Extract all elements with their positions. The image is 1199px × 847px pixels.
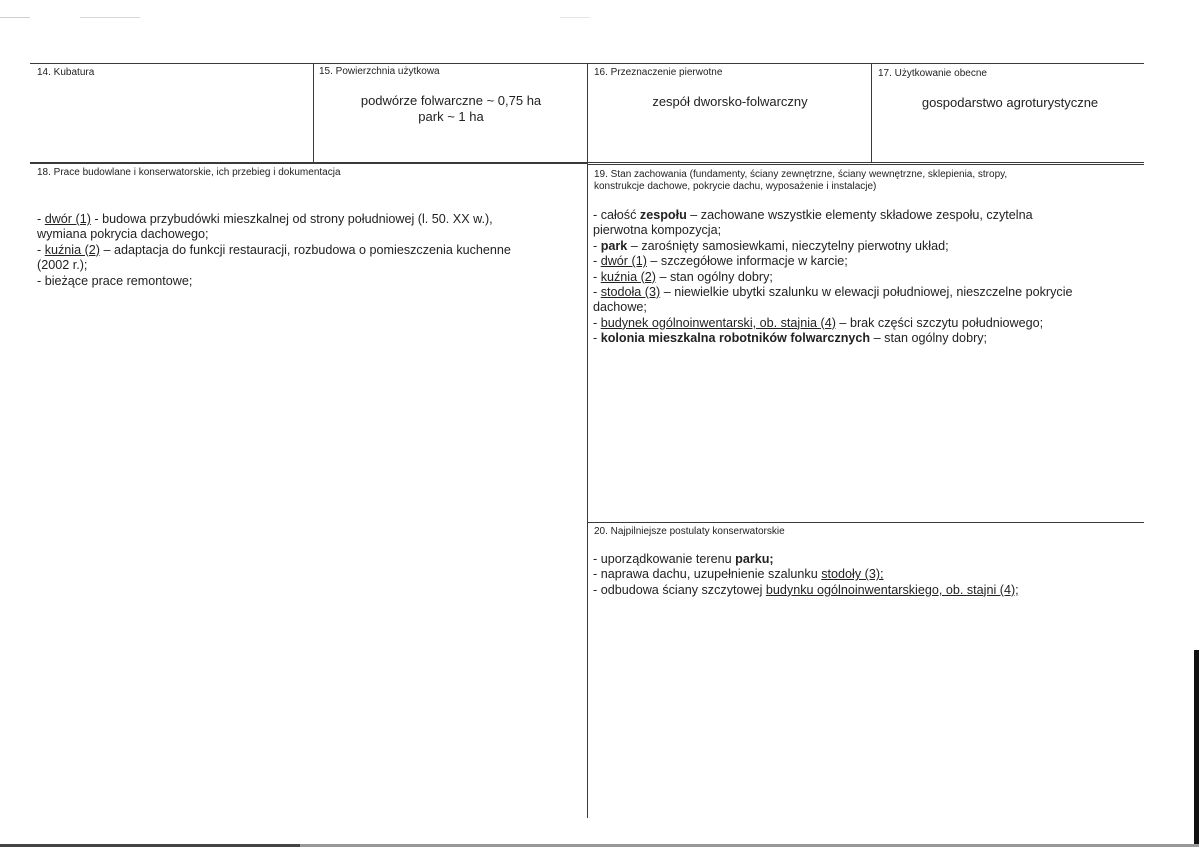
s18-l3-ref-kuznia: kuźnia (2) (44, 242, 100, 257)
s20-l1-bold-parku: parku; (735, 552, 774, 566)
s18-l1-ref-dwor: dwór (1) (44, 212, 91, 226)
section20-top-rule (588, 522, 1144, 523)
s19-l8-ref-budynek: budynek ogólnoinwentarski, ob. stajnia (4) (600, 315, 836, 330)
s19-line-9 (593, 331, 1141, 346)
s19-l8-text: – brak części szczytu południowego; (835, 315, 1044, 330)
divider-16-17 (871, 63, 872, 163)
field-15-value-line2: park ~ 1 ha (418, 109, 484, 124)
section18-top-rule (30, 163, 588, 164)
scan-artifact-top (0, 17, 1190, 18)
s20-l3-ref-budynku: budynku ogólnoinwentarskiego, ob. stajni (4); (765, 582, 1019, 597)
s19-line-4 (593, 254, 1141, 269)
section-19-label-line2: konstrukcje dachowe, pokrycie dachu, wyposażenie i instalacje) (594, 181, 877, 192)
s19-l1-prefix: - całość (593, 208, 640, 222)
s18-line-1 (37, 212, 582, 227)
s19-l4-ref-dwor: dwór (1) (600, 254, 647, 269)
s19-line-2: pierwotna kompozycja; (593, 223, 722, 238)
s19-l9-text: – stan ogólny dobry; (870, 331, 988, 346)
s20-l2-text: - naprawa dachu, uzupełnienie szalunku (593, 567, 822, 582)
field-16-label: 16. Przeznaczenie pierwotne (594, 67, 723, 78)
main-column-divider (587, 163, 588, 818)
section-18-content (37, 212, 582, 289)
s19-l3-bold-park: park (600, 238, 628, 253)
s20-l2-ref-stodoly: stodoły (3); (821, 567, 884, 582)
s19-l1-bold-zespolu: zespołu (639, 208, 687, 222)
section19-top-rule (588, 164, 1144, 165)
s19-l1-text: – zachowane wszystkie elementy składowe zespołu, czytelna (686, 208, 1033, 222)
s18-l3-prefix: - (37, 242, 45, 257)
s18-l1-text: - budowa przybudówki mieszkalnej od strony południowej (l. 50. XX w.), (90, 212, 493, 226)
s18-line-3 (37, 243, 582, 258)
s19-l8-prefix: - (593, 315, 601, 330)
s19-line-1 (593, 208, 1141, 223)
section-19-content (593, 208, 1141, 347)
s19-line-8 (593, 316, 1141, 331)
s18-line-5: - bieżące prace remontowe; (37, 273, 193, 288)
s20-line-2 (593, 567, 1141, 582)
field-16-value: zespół dworsko-folwarczny (652, 94, 808, 109)
section-19-label (594, 169, 1139, 193)
s19-l4-prefix: - (593, 254, 601, 269)
section-20-label: 20. Najpilniejsze postulaty konserwatorskie (594, 526, 785, 537)
section-19-label-line1: 19. Stan zachowania (fundamenty, ściany zewnętrzne, ściany wewnętrzne, sklepienia, stropy, (594, 169, 1008, 180)
s19-line-5 (593, 270, 1141, 285)
field-15-label: 15. Powierzchnia użytkowa (319, 66, 440, 77)
s18-l1-prefix: - (37, 212, 45, 226)
field-15-value-line1: podwórze folwarczne ~ 0,75 ha (360, 93, 542, 108)
s19-l9-bold-kolonia: kolonia mieszkalna robotników folwarcznych (600, 331, 871, 346)
s19-l6-ref-stodola: stodoła (3) (600, 285, 661, 300)
s19-l6-text: – niewielkie ubytki szalunku w elewacji południowej, nieszczelne pokrycie (660, 285, 1073, 300)
section-18-label: 18. Prace budowlane i konserwatorskie, ich przebieg i dokumentacja (37, 167, 341, 178)
s19-l9-prefix: - (593, 331, 601, 346)
s19-l5-text: – stan ogólny dobry; (656, 269, 773, 284)
s18-line-2: wymiana pokrycia dachowego; (37, 227, 209, 242)
field-15-value (314, 93, 588, 125)
field-17-value: gospodarstwo agroturystyczne (921, 95, 1099, 110)
s19-l4-text: – szczegółowe informacje w karcie; (646, 254, 848, 269)
s18-line-4: (2002 r.); (37, 258, 88, 273)
s18-l3-text: – adaptacja do funkcji restauracji, rozbudowa o pomieszczenia kuchenne (100, 242, 511, 257)
s19-l5-ref-kuznia: kuźnia (2) (600, 269, 656, 284)
s20-l3-text: - odbudowa ściany szczytowej (593, 582, 766, 597)
section-20-content (593, 552, 1141, 598)
s19-l6-prefix: - (593, 285, 601, 300)
s19-l3-text: – zarośnięty samosiewkami, nieczytelny pierwotny układ; (627, 238, 949, 253)
s20-l1-text: - uporządkowanie terenu (593, 552, 736, 566)
s20-line-3 (593, 583, 1141, 598)
s19-l3-prefix: - (593, 238, 601, 253)
field-17-label: 17. Użytkowanie obecne (878, 68, 987, 79)
s20-line-1 (593, 552, 1141, 567)
field-14-label: 14. Kubatura (37, 67, 95, 78)
s19-l5-prefix: - (593, 269, 601, 284)
s19-line-3 (593, 239, 1141, 254)
s19-line-7: dachowe; (593, 300, 647, 315)
s19-line-6 (593, 285, 1141, 300)
scan-edge-right (1194, 650, 1199, 847)
